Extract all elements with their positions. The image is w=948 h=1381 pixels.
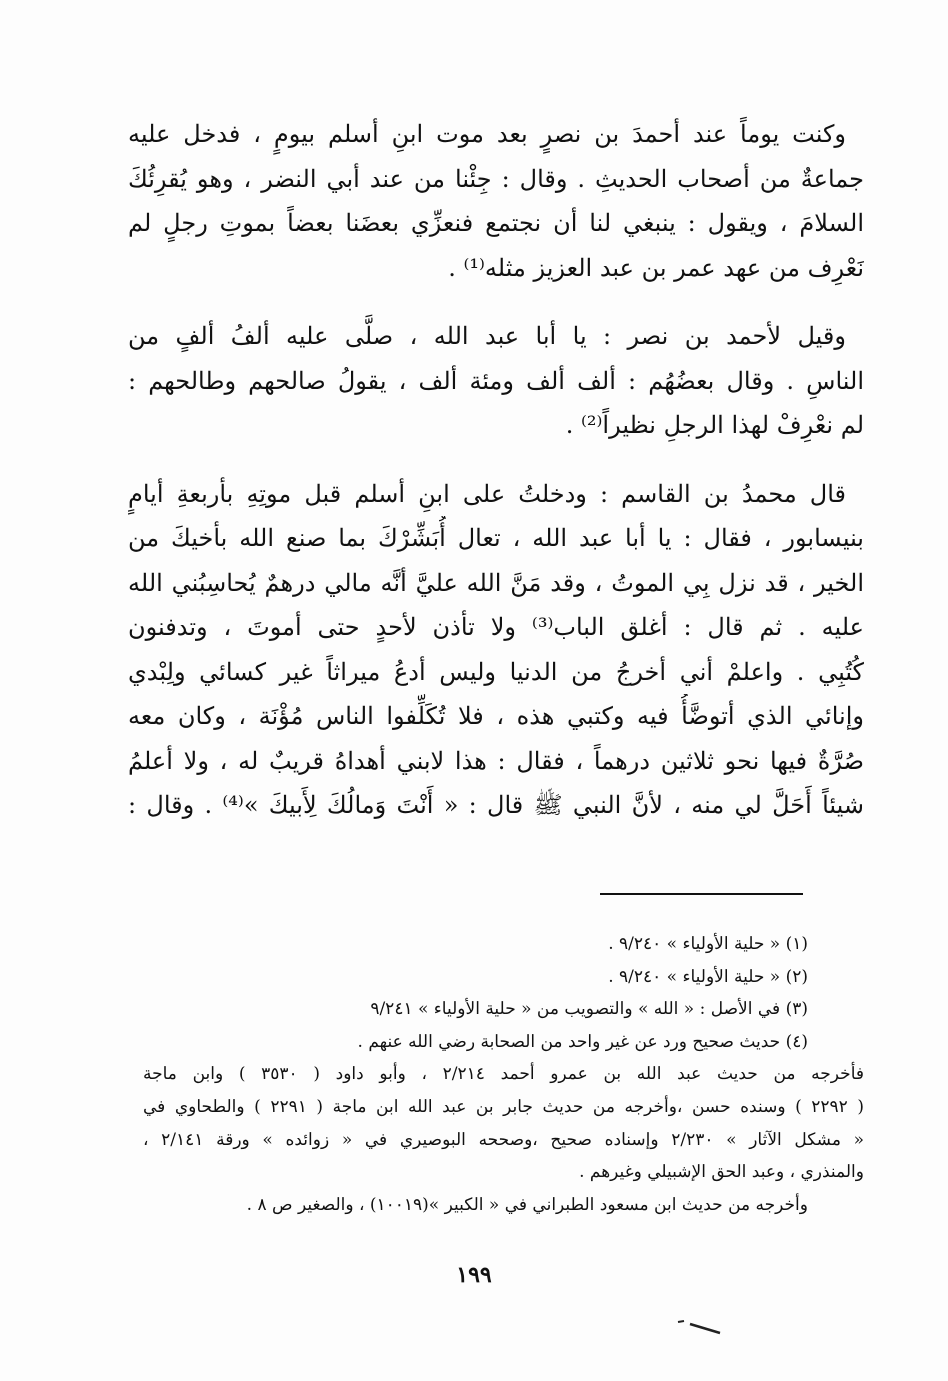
footnote-line: فأخرجه من حديث عبد الله بن عمرو أحمد ٢/٢١٤ ، وأبو داود ( ٣٥٣٠ ) وابن ماجة	[143, 1064, 864, 1085]
text-line: الناسِ . وقال بعضُهُم : ألف ألف ومئة ألف ، يقولُ صالحهم وطالحهم :	[128, 366, 864, 395]
footnote-separator	[600, 893, 803, 895]
text-line: وكنت يوماً عند أحمدَ بن نصرٍ بعد موت ابنِ أسلم بيومٍ ، فدخل عليه	[128, 120, 846, 148]
paragraph-3	[128, 472, 864, 828]
text-line: الخير ، قد نزل بِي الموتُ ، وقد مَنَّ الله عليَّ أنَّه مالي درهمٌ يُحاسِبُني الله	[128, 568, 864, 597]
text-line: بنيسابور ، فقال : يا أبا عبد الله ، تعال أُبَشِّرْكَ بما صنع الله بأخيكَ من	[128, 524, 864, 552]
text-line: لم نعْرِفْ لهذا الرجلِ نظيراً⁽²⁾ .	[565, 411, 864, 439]
scan-artifact-mark	[676, 1318, 722, 1336]
text-line: السلامَ ، ويقول : ينبغي لنا أن نجتمع فنعزِّي بعضَنا بعضاً بموتِ رجلٍ لم	[128, 209, 864, 237]
footnote-line: وأخرجه من حديث ابن مسعود الطبراني في « الكبير »(١٠٠١٩) ، والصغير ص ٨ .	[246, 1194, 808, 1215]
text-line: جماعةٌ من أصحاب الحديثِ . وقال : جِئْنا من عند أبي النضر ، وهو يُقرِئُكَ	[128, 164, 864, 193]
main-text-body	[128, 112, 864, 852]
footnotes	[143, 928, 864, 1221]
text-line: وقيل لأحمد بن نصر : يا أبا عبد الله ، صلَّى عليه ألفُ ألفٍ من	[128, 322, 846, 350]
page-number: ١٩٩	[456, 1262, 492, 1288]
text-line: كُتُبِي . واعلمْ أني أخرجُ من الدنيا وليس أدعُ ميراثاً غير كسائي ولِبْدي	[128, 657, 864, 686]
footnote-line: (٤) حديث صحيح ورد عن غير واحد من الصحابة رضي الله عنهم .	[357, 1031, 808, 1052]
text-line: وإنائي الذي أتوضَّأُ فيه وكتبي هذه ، فلا تُكَلِّفوا الناس مُؤْنَة ، وكان معه	[128, 702, 864, 730]
footnote-line: والمنذري ، وعبد الحق الإشبيلي وغيرهم .	[579, 1162, 864, 1183]
footnote-line: « مشكل الآثار » ٢/٢٣٠ وإسناده صحيح ،وصححه البوصيري في « زوائده » ورقة ٢/١٤١ ،	[143, 1129, 864, 1150]
footnote-line: (٢) « حلية الأولياء » ٩/٢٤٠ .	[608, 966, 808, 987]
paragraph-2	[128, 314, 864, 448]
text-line: صُرَّةٌ فيها نحو ثلاثين درهماً ، فقال : هذا لابني أهداهُ قريبٌ له ، ولا أعلمُ	[128, 746, 864, 775]
text-line: قال محمدُ بن القاسم : ودخلتُ على ابنِ أسلم قبل موتِهِ بأربعةِ أيامٍ	[128, 479, 846, 508]
text-line: عليه . ثم قال : أغلق الباب⁽³⁾ ولا تأذن لأحدٍ حتى أموتَ ، وتدفنون	[128, 613, 864, 641]
paragraph-1	[128, 112, 864, 290]
text-line: نَعْرِف من عهد عمر بن عبد العزيز مثله⁽¹⁾ .	[448, 253, 864, 282]
text-line: شيئاً أَحَلَّ لي منه ، لأنَّ النبي ﷺ قال : « أَنْتَ وَمالُكَ لِأَبيكَ »⁽⁴⁾ . وقال :	[128, 791, 864, 819]
footnote-line: (١) « حلية الأولياء » ٩/٢٤٠ .	[608, 934, 808, 954]
footnote-line: ( ٢٢٩٢ ) وسنده حسن ،وأخرجه من حديث جابر بن عبد الله ابن ماجة ( ٢٢٩١ ) والطحاوي في	[143, 1096, 864, 1117]
footnote-line: (٣) في الأصل : « الله » والتصويب من « حلية الأولياء » ٩/٢٤١	[370, 999, 808, 1020]
